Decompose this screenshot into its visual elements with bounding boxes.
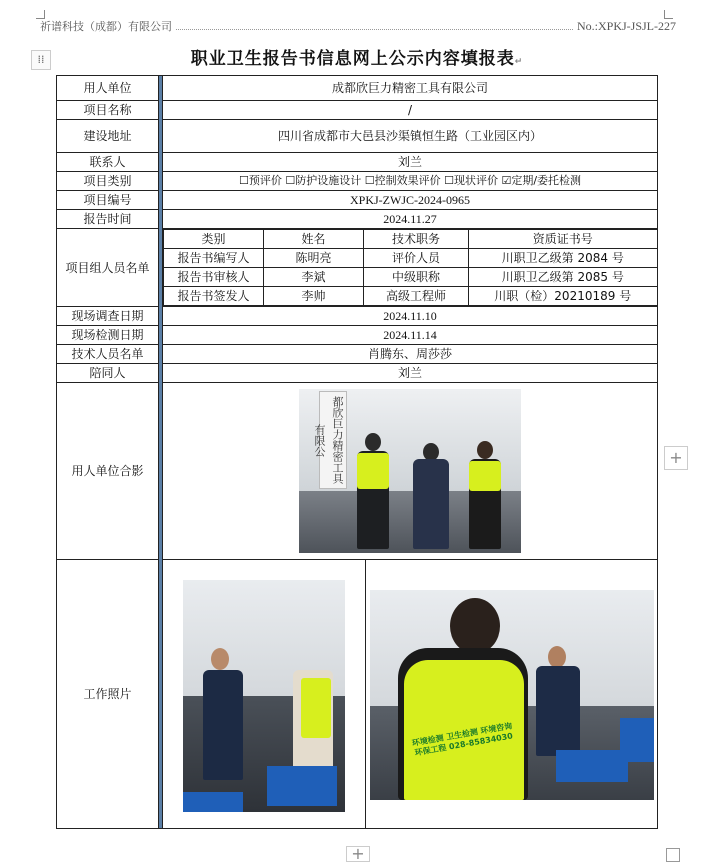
table-row	[164, 287, 658, 306]
safety-vest	[301, 678, 331, 738]
row-project-name	[57, 101, 658, 120]
category-option-periodic-testing[interactable]: ☑定期/委托检测	[501, 174, 582, 187]
row-work-photos	[57, 560, 658, 829]
person-body	[203, 670, 243, 780]
team-header-row	[164, 230, 658, 249]
team-header-category: 类别	[164, 230, 264, 249]
value-report-time[interactable]: 2024.11.27	[163, 210, 658, 229]
team-cell-title[interactable]: 高级工程师	[364, 287, 469, 306]
table-resize-handle-icon[interactable]	[666, 848, 680, 862]
team-header-name: 姓名	[264, 230, 364, 249]
row-contact	[57, 153, 658, 172]
company-sign: 都欣巨力精密工具有限公	[319, 391, 347, 489]
label-group-photo: 用人单位合影	[57, 383, 159, 560]
parts-bin	[556, 750, 628, 782]
label-companion: 陪同人	[57, 364, 159, 383]
checkbox-icon[interactable]: ☐	[285, 174, 296, 187]
team-cell-title[interactable]: 评价人员	[364, 249, 469, 268]
document-header	[40, 18, 676, 34]
category-option-status-evaluation[interactable]: ☐现状评价	[444, 174, 498, 187]
safety-vest	[357, 453, 389, 489]
table-row	[164, 249, 658, 268]
value-tech-staff[interactable]: 肖腾东、周莎莎	[163, 345, 658, 364]
value-project-name[interactable]: /	[163, 101, 658, 120]
row-tech-staff	[57, 345, 658, 364]
page-title: 职业卫生报告书信息网上公示内容填报表↵	[190, 49, 524, 69]
safety-vest	[469, 461, 501, 491]
work-photo-left-cell	[163, 560, 366, 828]
person-head	[365, 433, 381, 451]
group-photo	[299, 389, 521, 553]
checkbox-icon[interactable]: ☐	[364, 174, 375, 187]
label-report-time: 报告时间	[57, 210, 159, 229]
row-report-time	[57, 210, 658, 229]
document-number: No.:XPKJ-JSJL-227	[576, 18, 676, 33]
add-column-button[interactable]: +	[664, 446, 688, 470]
parts-bin	[183, 792, 243, 812]
checked-checkbox-icon[interactable]: ☑	[501, 174, 512, 187]
parts-bin	[620, 718, 654, 762]
category-option-protection-design[interactable]: ☐防护设施设计	[285, 174, 362, 187]
paragraph-mark-icon: ↵	[514, 57, 524, 67]
work-photo-left	[183, 580, 345, 812]
label-team: 项目组人员名单	[57, 229, 159, 307]
person-head	[548, 646, 566, 668]
value-survey-date[interactable]: 2024.11.10	[163, 307, 658, 326]
parts-bin	[267, 766, 337, 806]
person-head	[477, 441, 493, 459]
row-category	[57, 172, 658, 191]
work-photos-grid	[163, 560, 657, 828]
team-cell-name[interactable]: 陈明亮	[264, 249, 364, 268]
row-test-date	[57, 326, 658, 345]
value-test-date[interactable]: 2024.11.14	[163, 326, 658, 345]
checkbox-icon[interactable]: ☐	[444, 174, 454, 187]
work-photo-right	[370, 590, 654, 800]
checkbox-icon[interactable]: ☐	[238, 174, 249, 187]
label-survey-date: 现场调查日期	[57, 307, 159, 326]
value-contact[interactable]: 刘兰	[163, 153, 658, 172]
value-category	[163, 172, 658, 191]
row-companion	[57, 364, 658, 383]
team-cell-name[interactable]: 李帅	[264, 287, 364, 306]
table-row	[164, 268, 658, 287]
label-employer: 用人单位	[57, 76, 159, 101]
person-body	[413, 459, 449, 549]
table-move-handle-icon[interactable]: ⁞⁞	[31, 50, 51, 70]
team-header-title: 技术职务	[364, 230, 469, 249]
disclosure-form-table	[56, 75, 658, 829]
value-address[interactable]: 四川省成都市大邑县沙渠镇恒生路（工业园区内）	[163, 120, 658, 153]
team-cell-role[interactable]: 报告书签发人	[164, 287, 264, 306]
label-test-date: 现场检测日期	[57, 326, 159, 345]
team-cell-certificate[interactable]: 川职卫乙级第 2085 号	[469, 268, 658, 287]
row-survey-date	[57, 307, 658, 326]
person-head	[450, 598, 500, 654]
work-photo-right-cell	[366, 560, 657, 828]
label-project-no: 项目编号	[57, 191, 159, 210]
label-work-photos: 工作照片	[57, 560, 159, 829]
add-row-button[interactable]: +	[346, 846, 370, 862]
row-team	[57, 229, 658, 307]
category-option-control-effect[interactable]: ☐控制效果评价	[364, 174, 441, 187]
value-companion[interactable]: 刘兰	[163, 364, 658, 383]
row-group-photo	[57, 383, 658, 560]
label-project-name: 项目名称	[57, 101, 159, 120]
group-photo-cell	[163, 383, 658, 560]
label-contact: 联系人	[57, 153, 159, 172]
row-project-no	[57, 191, 658, 210]
team-table	[163, 229, 658, 306]
value-employer[interactable]: 成都欣巨力精密工具有限公司	[163, 76, 658, 101]
value-project-no[interactable]: XPKJ-ZWJC-2024-0965	[163, 191, 658, 210]
work-photos-cell	[163, 560, 658, 829]
team-cell-role[interactable]: 报告书编写人	[164, 249, 264, 268]
team-cell-certificate[interactable]: 川职卫乙级第 2084 号	[469, 249, 658, 268]
category-option-pre-evaluation[interactable]: ☐预评价	[238, 174, 282, 187]
team-cell-role[interactable]: 报告书审核人	[164, 268, 264, 287]
team-cell-certificate[interactable]: 川职（检）20210189 号	[469, 287, 658, 306]
company-name: 祈谱科技（成都）有限公司	[40, 20, 172, 33]
row-address	[57, 120, 658, 153]
team-cell-title[interactable]: 中级职称	[364, 268, 469, 287]
vest-print-text: 环境检测 卫生检测 环境咨询 环保工程 028-85834030	[411, 721, 514, 758]
label-category: 项目类别	[57, 172, 159, 191]
label-address: 建设地址	[57, 120, 159, 153]
team-cell-name[interactable]: 李斌	[264, 268, 364, 287]
team-header-certificate: 资质证书号	[469, 230, 658, 249]
header-leader-dots	[176, 23, 573, 30]
person-head	[211, 648, 229, 670]
team-table-cell	[163, 229, 658, 307]
row-employer	[57, 76, 658, 101]
label-tech-staff: 技术人员名单	[57, 345, 159, 364]
person-body	[536, 666, 580, 756]
